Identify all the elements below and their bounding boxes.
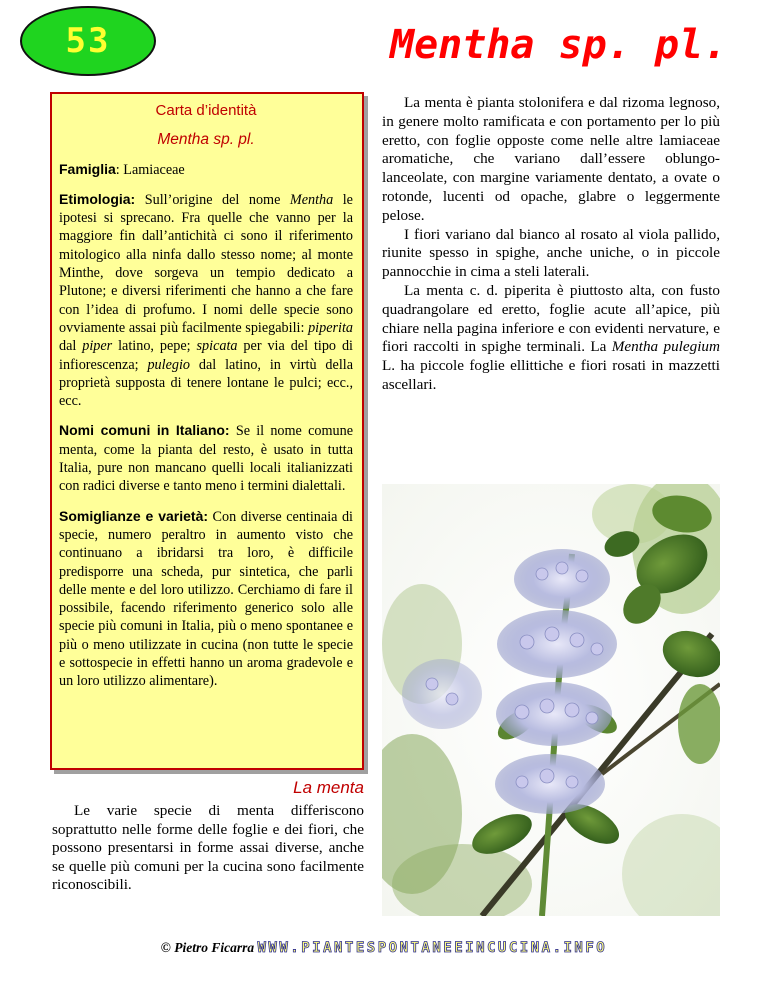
etimologia-text: per via del tipo di infiorescenza;: [59, 338, 353, 373]
etimologia-term: pulegio: [147, 356, 191, 373]
nomi-comuni-paragraph: [59, 421, 353, 495]
nomi-comuni-text: Se il nome comune menta, come la pianta del resto, è usato in tutta Italia, pure non mancano quelli locali italianizzati con radici diverse e tanto meno i termini dialettali.: [59, 423, 353, 495]
somiglianze-text: Con diverse centinaia di specie, numero peraltro in aumento visto che continuano a ibridarsi tra loro, è difficile predisporre una scheda, pur sintetica, che parli delle mente e del loro utilizzo. Cerchiamo di fare il possibile, facendo riferimento generico solo alle specie più comuni in Italia, più o meno spontanee e più o meno utilizzate in cucina (non tutte le specie e sottospecie in effetti hanno un aroma gradevole e un loro utilizzo alimentare).: [59, 508, 354, 690]
nomi-comuni-label: Nomi comuni in Italiano:: [59, 422, 230, 439]
famiglia-label: Famiglia: [59, 160, 116, 177]
etimologia-term: spicata: [196, 338, 238, 355]
etimologia-text: Sull’origine del nome: [135, 191, 290, 208]
mint-flower-photo: [382, 484, 720, 916]
species-name: Mentha pulegium: [611, 338, 720, 356]
page-number: 53: [65, 21, 111, 61]
la-menta-section: [52, 802, 364, 895]
etimologia-term: piperita: [308, 319, 353, 336]
identity-card: [50, 92, 364, 770]
card-subheading: Mentha sp. pl.: [157, 131, 255, 149]
footer-author: © Pietro Ficarra: [160, 940, 255, 955]
description-column: [382, 94, 720, 395]
etimologia-term: piper: [82, 338, 113, 355]
etimologia-text: dal latino, in virtù della proprietà supposta di tenere lontane le pulci; ecc., ecc.: [59, 356, 354, 410]
etimologia-text: latino, pepe;: [112, 338, 197, 355]
page-number-badge: [20, 6, 156, 76]
etimologia-paragraph: [59, 190, 353, 411]
mint-flower-illustration: [382, 484, 720, 916]
page-title: Mentha sp. pl.: [390, 22, 728, 68]
footer-website: WWW.PIANTESPONTANEEINCUCINA.INFO: [257, 940, 608, 956]
description-paragraph-2: I fiori variano dal bianco al rosato al viola pallido, riunite spesso in spighe, anche uniche, o in piccole pannocchie in cima a steli laterali.: [382, 225, 720, 281]
la-menta-heading: La menta: [293, 778, 364, 797]
etimologia-label: Etimologia:: [59, 190, 136, 207]
etimologia-term: Mentha: [289, 191, 334, 208]
famiglia-value: : Lamiaceae: [115, 161, 185, 178]
famiglia-paragraph: [59, 160, 353, 179]
somiglianze-paragraph: [59, 507, 353, 691]
page-footer: [0, 940, 768, 956]
etimologia-text: dal: [59, 338, 83, 355]
la-menta-paragraph: Le varie specie di menta differiscono soprattutto nelle forme delle foglie e dei fiori, che possono presentarsi in forme assai diverse, anche se quelle più comuni per la cucina sono facilmente riconoscibili.: [52, 802, 364, 894]
description-paragraph-1: La menta è pianta stolonifera e dal rizoma legnoso, in genere molto ramificata e con portamento per lo più eretto, con foglie opposte come nelle altre lamiaceae aromatiche, che variano dall’essere oblungo-lanceolate, con margine variamente dentato, a ovate o rotonde, lucenti od opache, glabre o leggermente pelose.: [382, 94, 720, 224]
description-paragraph-3: [382, 282, 720, 395]
etimologia-text: le ipotesi si sprecano. Fra quelle che vanno per la maggiore fin dall’antichità ci sono il riferimento mitologico alla ninfa dallo stesso nome; al monte Minthe, dove sorgeva un tempio dedicato a Plutone; e diversi riferimenti che hanno a che fare con l’idea di profumo. I nomi delle specie sono ovviamente assai più facilmente spiegabili:: [59, 191, 353, 336]
somiglianze-label: Somiglianze e varietà:: [59, 507, 209, 524]
description-text: L. ha piccole foglie ellittiche e fiori rosati in mazzetti ascellari.: [382, 357, 720, 393]
description-text: La menta c. d. piperita è piuttosto alta, con fusto quadrangolare ed eretto, foglie acute all’apice, più chiare nella pagina inferiore e con evidenti nervature, e fiori raccolti in spighe terminali. La: [382, 281, 720, 356]
card-heading: Carta d’identità: [155, 102, 257, 119]
